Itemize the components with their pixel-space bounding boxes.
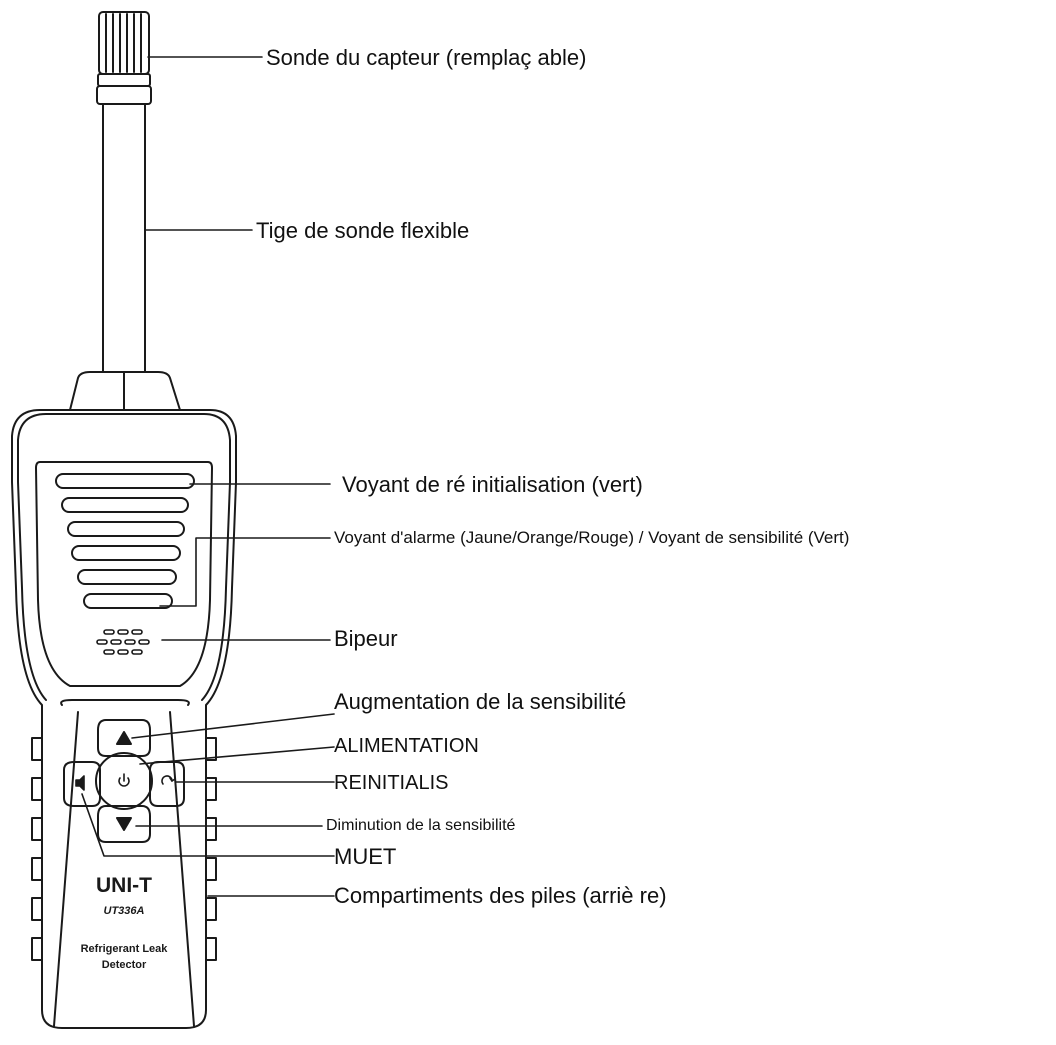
callout-reset-light: Voyant de ré initialisation (vert) bbox=[342, 472, 643, 497]
callout-power: ALIMENTATION bbox=[334, 735, 479, 757]
callout-sensor-probe: Sonde du capteur (remplaç able) bbox=[266, 45, 587, 70]
triangle-down-icon bbox=[117, 818, 131, 830]
callout-sensitivity-down: Diminution de la sensibilité bbox=[326, 817, 516, 834]
callout-mute: MUET bbox=[334, 844, 397, 869]
callout-buzzer: Bipeur bbox=[334, 626, 398, 651]
device-labels bbox=[81, 874, 169, 971]
description-line1: Refrigerant Leak bbox=[80, 943, 168, 955]
callout-battery: Compartiments des piles (arriè re) bbox=[334, 883, 667, 908]
description-line2: Detector bbox=[101, 959, 147, 971]
buzzer-holes bbox=[97, 630, 149, 654]
device-neck bbox=[70, 372, 180, 410]
flexible-rod bbox=[103, 104, 145, 372]
speaker-mute-icon bbox=[76, 776, 84, 790]
callout-reset: REINITIALIS bbox=[334, 772, 449, 794]
keypad bbox=[64, 720, 184, 842]
callout-alarm-light: Voyant d'alarme (Jaune/Orange/Rouge) / Voyant de sensibilité (Vert) bbox=[334, 528, 850, 547]
brand-logo: UNI-T bbox=[96, 874, 152, 897]
indicator-panel bbox=[36, 462, 212, 686]
leader-lines bbox=[82, 57, 334, 896]
triangle-up-icon bbox=[117, 732, 131, 744]
callout-sensitivity-up: Augmentation de la sensibilité bbox=[334, 689, 627, 714]
sensor-probe bbox=[97, 12, 151, 104]
reset-icon bbox=[162, 776, 175, 784]
power-icon bbox=[119, 774, 129, 786]
callout-flexible-rod: Tige de sonde flexible bbox=[256, 218, 470, 243]
model-label: UT336A bbox=[103, 905, 145, 917]
